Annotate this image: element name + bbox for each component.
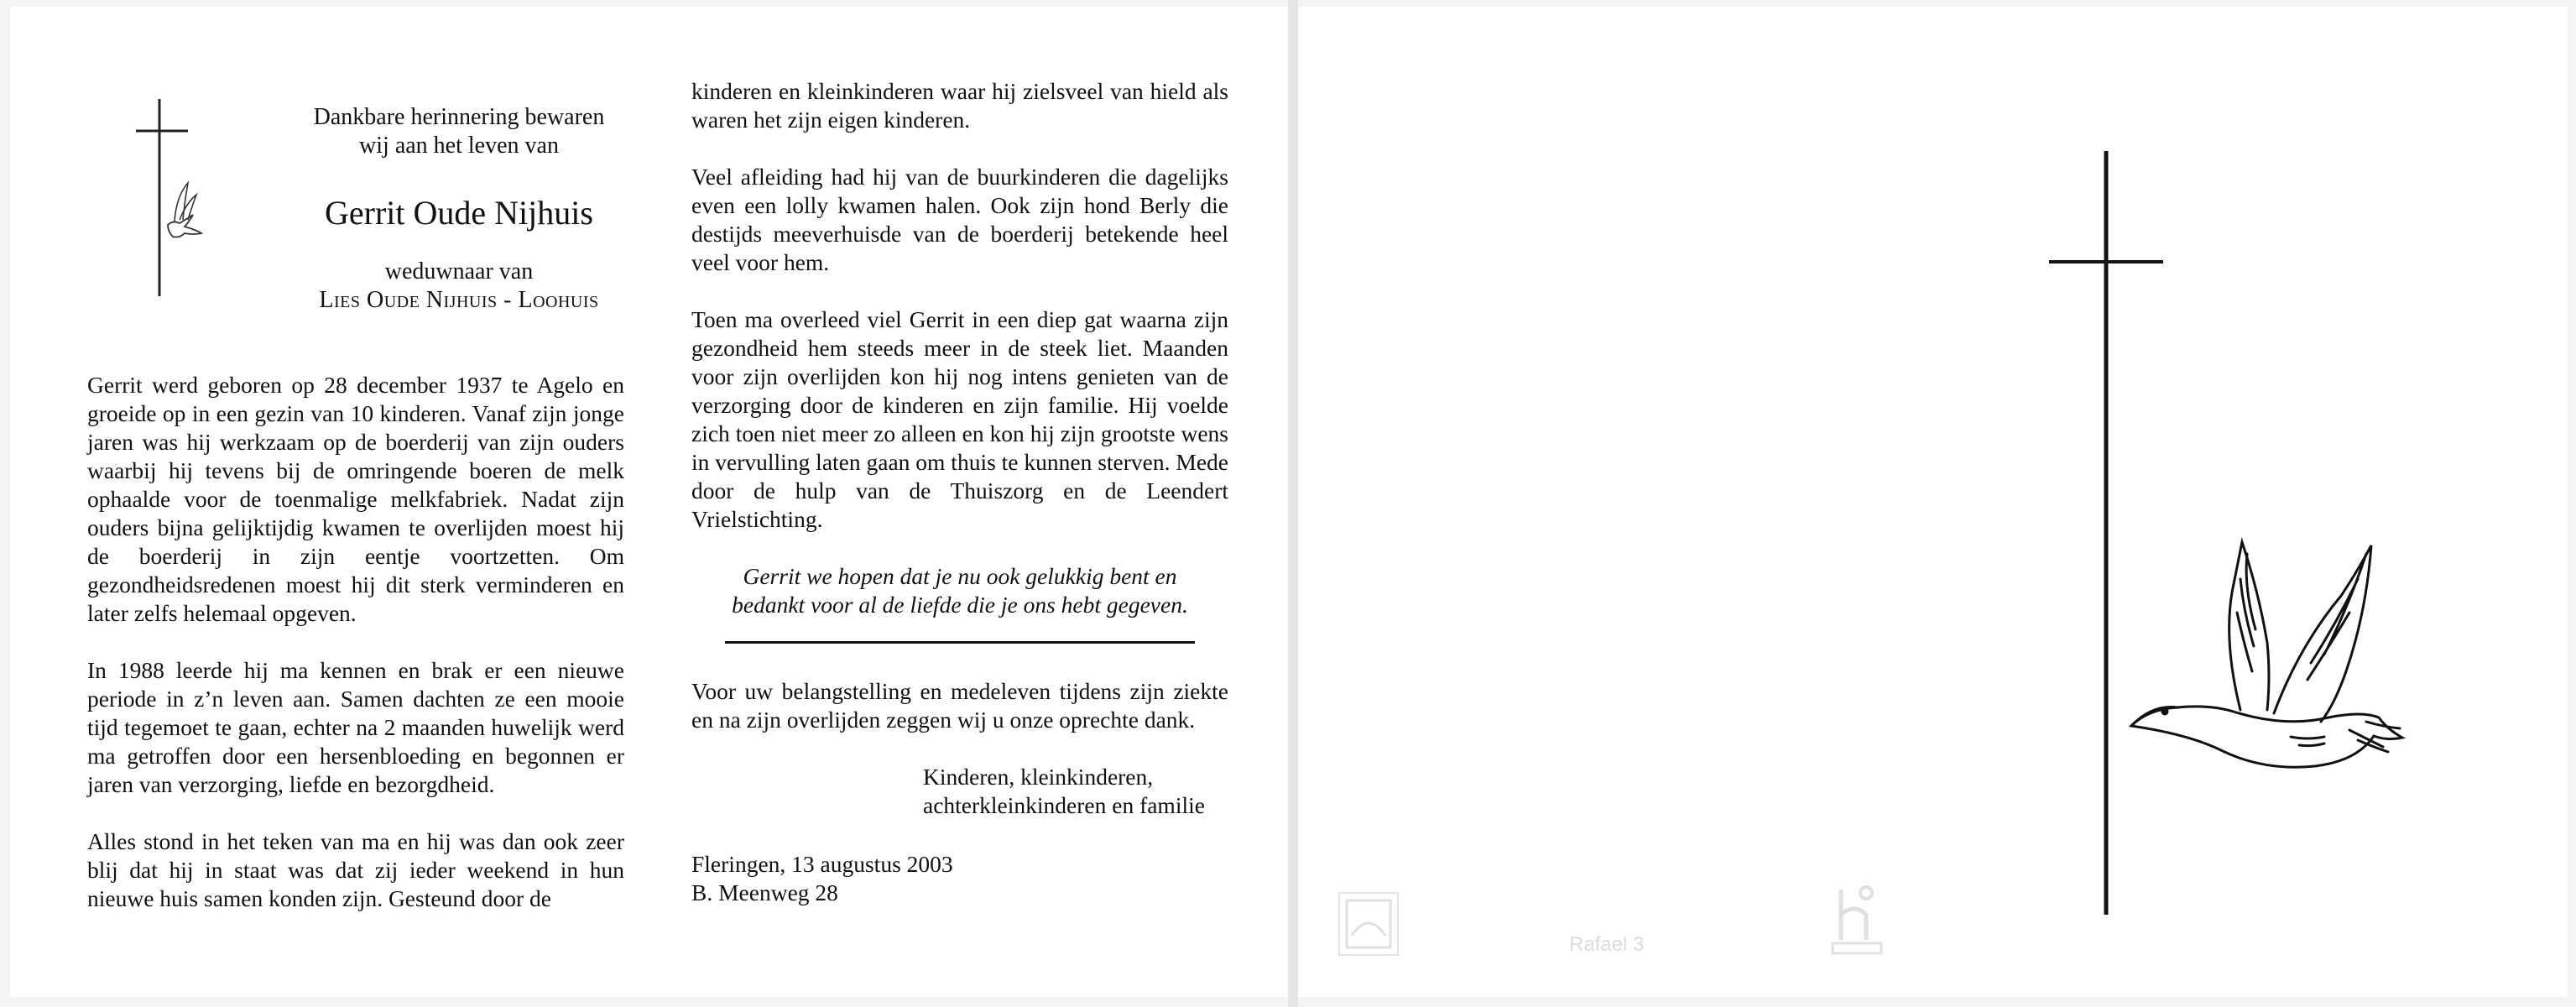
quote-line-1: Gerrit we hopen dat je nu ook gelukkig bent en [743,563,1177,589]
address: B. Meenweg 28 [691,879,838,905]
intro-line-1: Dankbare herinnering bewaren [313,104,605,130]
quote-line-2: bedankt voor al de liefde die je ons hebt gegeven. [732,592,1188,618]
thanks-paragraph: Voor uw belangstelling en medeleven tijdens zijn ziekte en na zijn overlijden zeggen wij u onze oprechte dank. [691,678,1228,733]
paragraph: Alles stond in het teken van ma en hij was dan ook zeer blij dat hij in staat was dat zij ieder weekend in hun nieuwe huis samen konden zijn. Gesteund door de [87,828,624,911]
paragraph: Gerrit werd geboren op 28 december 1937 te Agelo en groeide op in een gezin van 10 kinderen. Vanaf zijn jonge jaren was hij werkzaam op de boerderij van zijn ouders waarbij hij tevens bij de omringende boeren de melk ophaalde voor de toenmalige melkfabriek. Nadat zijn ouders bijna gelijktijdig kwamen te overlijden moest hij de boerderij in zijn eentje voortzetten. Om gezondheidsredenen moest hij dit sterk verminderen en later zelfs helemaal opgeven. [87,372,624,626]
paragraph: kinderen en kleinkinderen waar hij zielsveel van hield als waren het zijn eigen kinderen. [691,78,1228,133]
model-label: Rafael 3 [1569,933,1645,956]
signature-line-2: achterkleinkinderen en familie [923,792,1205,818]
dove-icon [2115,520,2425,806]
left-text-column [87,371,624,942]
deceased-name: Gerrit Oude Nijhuis [325,194,593,232]
inner-spread [10,7,1288,997]
back-panel [1298,7,2568,997]
right-text-column [691,77,1228,907]
divider [725,641,1195,644]
intro-line-2: wij aan het leven van [359,133,559,159]
paragraph: Toen ma overleed viel Gerrit in een diep gat waarna zijn gezondheid hem steeds meer in de steek liet. Maanden voor zijn overlijden kon hij nog intens genieten van de verzorging door de kinderen en zijn familie. Hij voelde zich toen niet meer zo alleen en kon hij zijn grootste wens in vervulling laten gaan om thuis te kunnen sterven. Mede door de hulp van de Thuiszorg en de Leendert Vrielstichting. [691,306,1228,532]
cross-with-dove-icon [136,99,203,296]
publisher-logo-icon [1338,892,1399,956]
paragraph: Veel afleiding had hij van de buurkinderen die dagelijks even een lolly kwamen halen. Ook zijn hond Berly die destijds meeverhuisde van de boerderij betekende heel veel voor hem. [691,164,1228,275]
paragraph: In 1988 leerde hij ma kennen en brak er een nieuwe periode in z’n leven aan. Samen dachten ze een mooie tijd tegemoet te gaan, echter na 2 maanden huwelijk werd ma getroffen door een hersenbloeding en begonnen er jaren van verzorging, liefde en bezorgdheid. [87,657,624,797]
fold-divider [1288,0,1298,1007]
signature-line-1: Kinderen, kleinkinderen, [923,764,1154,790]
printer-logo-icon [1829,881,1885,957]
spouse-name: Lies Oude Nijhuis - Loohuis [319,287,599,313]
widower-label: weduwnaar van [384,258,534,284]
place-date: Fleringen, 13 augustus 2003 [691,851,953,877]
